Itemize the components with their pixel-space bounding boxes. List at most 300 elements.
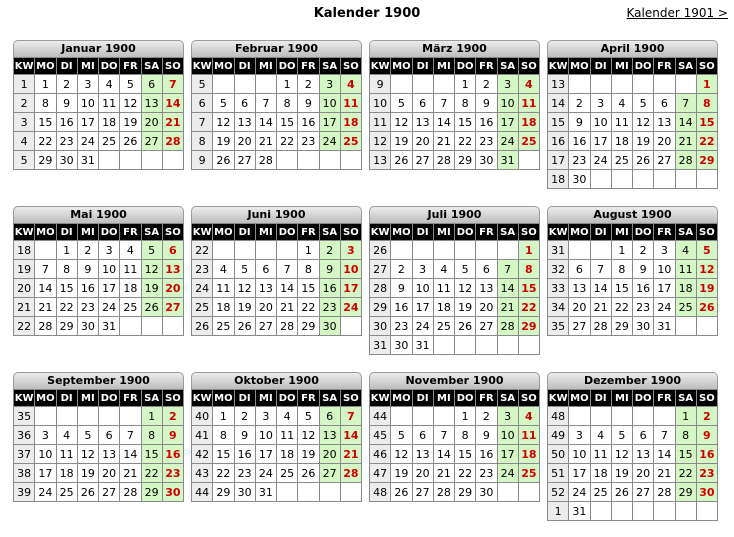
day-cell: 15 bbox=[611, 279, 632, 298]
week-number: 17 bbox=[548, 151, 569, 170]
day-cell: 1 bbox=[611, 241, 632, 260]
day-cell: 6 bbox=[476, 260, 497, 279]
day-cell: 5 bbox=[696, 241, 717, 260]
day-cell: 8 bbox=[518, 260, 539, 279]
day-cell: 28 bbox=[590, 317, 611, 336]
week-row bbox=[548, 113, 718, 132]
week-row bbox=[370, 298, 540, 317]
day-cell: 29 bbox=[141, 483, 162, 502]
week-number: 20 bbox=[14, 279, 35, 298]
day-cell: 6 bbox=[255, 260, 276, 279]
day-cell: 10 bbox=[340, 260, 361, 279]
day-cell: 16 bbox=[476, 113, 497, 132]
day-cell: 11 bbox=[675, 260, 696, 279]
day-cell bbox=[433, 241, 454, 260]
week-row bbox=[14, 151, 184, 170]
day-cell: 8 bbox=[675, 426, 696, 445]
day-cell: 3 bbox=[654, 241, 675, 260]
day-cell: 25 bbox=[518, 132, 539, 151]
day-cell: 7 bbox=[340, 407, 361, 426]
day-cell: 15 bbox=[696, 113, 717, 132]
month-calendar bbox=[369, 206, 540, 355]
weekday-header: MO bbox=[391, 58, 412, 75]
weekday-header: FR bbox=[476, 58, 497, 75]
month-table bbox=[547, 223, 718, 336]
weekday-header: SA bbox=[675, 390, 696, 407]
weekday-header: DO bbox=[99, 224, 120, 241]
weekday-header: DI bbox=[56, 390, 77, 407]
weekday-header: SA bbox=[141, 390, 162, 407]
week-number: 44 bbox=[370, 407, 391, 426]
day-cell bbox=[319, 151, 340, 170]
day-cell: 24 bbox=[497, 464, 518, 483]
weekday-header: DO bbox=[455, 58, 476, 75]
day-cell bbox=[590, 170, 611, 189]
weekday-header: MI bbox=[433, 224, 454, 241]
day-cell bbox=[234, 241, 255, 260]
day-cell: 28 bbox=[433, 151, 454, 170]
day-cell bbox=[391, 241, 412, 260]
day-cell: 27 bbox=[319, 464, 340, 483]
day-cell: 4 bbox=[277, 407, 298, 426]
weekday-header: FR bbox=[298, 224, 319, 241]
day-cell: 18 bbox=[433, 298, 454, 317]
weekday-header: MO bbox=[213, 390, 234, 407]
week-number: 22 bbox=[192, 241, 213, 260]
day-cell: 20 bbox=[255, 298, 276, 317]
day-cell: 17 bbox=[77, 113, 98, 132]
day-cell: 13 bbox=[319, 426, 340, 445]
weekday-header: SO bbox=[518, 224, 539, 241]
day-cell: 17 bbox=[340, 279, 361, 298]
day-cell: 25 bbox=[590, 483, 611, 502]
day-cell bbox=[213, 241, 234, 260]
day-cell: 14 bbox=[255, 113, 276, 132]
week-number: 22 bbox=[14, 317, 35, 336]
day-cell: 30 bbox=[234, 483, 255, 502]
weekday-header: SO bbox=[696, 58, 717, 75]
day-cell: 26 bbox=[455, 317, 476, 336]
week-row bbox=[370, 464, 540, 483]
day-cell: 22 bbox=[675, 464, 696, 483]
next-year-link[interactable]: Kalender 1901 > bbox=[626, 6, 728, 20]
day-cell: 13 bbox=[412, 445, 433, 464]
day-cell: 8 bbox=[455, 426, 476, 445]
day-cell: 2 bbox=[298, 75, 319, 94]
weekday-header: SO bbox=[162, 58, 183, 75]
week-number: 24 bbox=[192, 279, 213, 298]
month-table bbox=[191, 223, 362, 336]
day-cell: 5 bbox=[213, 94, 234, 113]
day-cell: 14 bbox=[675, 113, 696, 132]
weekday-header-row bbox=[370, 390, 540, 407]
month-calendar bbox=[547, 372, 718, 521]
day-cell: 27 bbox=[412, 483, 433, 502]
day-cell: 29 bbox=[611, 317, 632, 336]
day-cell: 26 bbox=[77, 483, 98, 502]
week-row bbox=[192, 445, 362, 464]
weekday-header: DO bbox=[455, 224, 476, 241]
day-cell: 13 bbox=[569, 279, 590, 298]
day-cell: 1 bbox=[213, 407, 234, 426]
week-number: 18 bbox=[14, 241, 35, 260]
day-cell: 10 bbox=[654, 260, 675, 279]
day-cell: 12 bbox=[120, 94, 141, 113]
day-cell bbox=[633, 170, 654, 189]
week-number: 1 bbox=[548, 502, 569, 521]
weekday-header: FR bbox=[298, 390, 319, 407]
weekday-header: KW bbox=[370, 58, 391, 75]
weekday-header: MI bbox=[77, 58, 98, 75]
day-cell: 17 bbox=[35, 464, 56, 483]
weekday-header: DO bbox=[99, 390, 120, 407]
day-cell: 29 bbox=[455, 483, 476, 502]
month-table bbox=[13, 57, 184, 170]
day-cell: 19 bbox=[391, 132, 412, 151]
day-cell: 4 bbox=[518, 75, 539, 94]
weekday-header: MI bbox=[255, 390, 276, 407]
day-cell: 6 bbox=[569, 260, 590, 279]
day-cell bbox=[56, 407, 77, 426]
week-row bbox=[548, 426, 718, 445]
weekday-header: SO bbox=[162, 390, 183, 407]
day-cell bbox=[391, 407, 412, 426]
day-cell: 10 bbox=[497, 94, 518, 113]
day-cell bbox=[611, 502, 632, 521]
weekday-header-row bbox=[370, 224, 540, 241]
day-cell: 28 bbox=[675, 151, 696, 170]
weekday-header-row bbox=[192, 224, 362, 241]
week-row bbox=[548, 445, 718, 464]
day-cell: 19 bbox=[141, 279, 162, 298]
day-cell: 1 bbox=[298, 241, 319, 260]
day-cell: 14 bbox=[433, 113, 454, 132]
day-cell: 27 bbox=[569, 317, 590, 336]
day-cell bbox=[497, 483, 518, 502]
day-cell: 3 bbox=[412, 260, 433, 279]
weekday-header: DO bbox=[277, 58, 298, 75]
day-cell: 29 bbox=[455, 151, 476, 170]
weekday-header: FR bbox=[120, 390, 141, 407]
day-cell: 7 bbox=[120, 426, 141, 445]
day-cell bbox=[611, 170, 632, 189]
day-cell bbox=[255, 241, 276, 260]
day-cell: 11 bbox=[590, 445, 611, 464]
week-row bbox=[548, 483, 718, 502]
day-cell: 5 bbox=[77, 426, 98, 445]
week-row bbox=[192, 426, 362, 445]
month-table bbox=[13, 223, 184, 336]
day-cell: 22 bbox=[277, 132, 298, 151]
day-cell: 24 bbox=[340, 298, 361, 317]
day-cell: 26 bbox=[120, 132, 141, 151]
week-number: 10 bbox=[370, 94, 391, 113]
day-cell: 26 bbox=[298, 464, 319, 483]
weekday-header-row bbox=[192, 58, 362, 75]
day-cell: 11 bbox=[56, 445, 77, 464]
day-cell: 14 bbox=[120, 445, 141, 464]
week-row bbox=[192, 407, 362, 426]
day-cell: 11 bbox=[120, 260, 141, 279]
weekday-header: FR bbox=[654, 58, 675, 75]
weekday-header: SA bbox=[497, 224, 518, 241]
day-cell: 22 bbox=[455, 464, 476, 483]
day-cell: 7 bbox=[675, 94, 696, 113]
day-cell: 10 bbox=[77, 94, 98, 113]
day-cell: 17 bbox=[497, 113, 518, 132]
day-cell: 2 bbox=[696, 407, 717, 426]
weekday-header: SO bbox=[696, 224, 717, 241]
day-cell: 17 bbox=[497, 445, 518, 464]
day-cell: 13 bbox=[162, 260, 183, 279]
day-cell: 13 bbox=[99, 445, 120, 464]
day-cell: 9 bbox=[569, 113, 590, 132]
day-cell: 25 bbox=[611, 151, 632, 170]
month-table bbox=[547, 389, 718, 521]
day-cell: 24 bbox=[497, 132, 518, 151]
week-row bbox=[192, 483, 362, 502]
day-cell: 21 bbox=[590, 298, 611, 317]
day-cell: 14 bbox=[497, 279, 518, 298]
day-cell: 16 bbox=[319, 279, 340, 298]
week-number: 18 bbox=[548, 170, 569, 189]
day-cell: 19 bbox=[696, 279, 717, 298]
day-cell: 24 bbox=[569, 483, 590, 502]
weekday-header: MI bbox=[611, 390, 632, 407]
day-cell: 22 bbox=[35, 132, 56, 151]
weekday-header: FR bbox=[476, 390, 497, 407]
weekday-header: KW bbox=[548, 390, 569, 407]
month-title: September 1900 bbox=[13, 372, 184, 389]
day-cell: 19 bbox=[391, 464, 412, 483]
week-number: 37 bbox=[14, 445, 35, 464]
weekday-header: FR bbox=[654, 390, 675, 407]
weekday-header: SO bbox=[518, 390, 539, 407]
day-cell: 9 bbox=[476, 426, 497, 445]
day-cell: 3 bbox=[497, 75, 518, 94]
day-cell: 18 bbox=[590, 464, 611, 483]
day-cell: 20 bbox=[162, 279, 183, 298]
weekday-header: FR bbox=[654, 224, 675, 241]
day-cell: 27 bbox=[412, 151, 433, 170]
day-cell: 5 bbox=[120, 75, 141, 94]
day-cell: 6 bbox=[633, 426, 654, 445]
day-cell: 21 bbox=[675, 132, 696, 151]
weekday-header: SA bbox=[675, 224, 696, 241]
week-row bbox=[370, 94, 540, 113]
day-cell: 2 bbox=[319, 241, 340, 260]
weekday-header: MI bbox=[611, 224, 632, 241]
day-cell: 19 bbox=[611, 464, 632, 483]
day-cell: 28 bbox=[654, 483, 675, 502]
weekday-header: SA bbox=[675, 58, 696, 75]
day-cell bbox=[476, 336, 497, 355]
day-cell: 28 bbox=[255, 151, 276, 170]
weekday-header: MO bbox=[213, 58, 234, 75]
day-cell: 21 bbox=[340, 445, 361, 464]
weekday-header: MO bbox=[391, 390, 412, 407]
day-cell: 15 bbox=[141, 445, 162, 464]
weekday-header: SO bbox=[518, 58, 539, 75]
day-cell: 24 bbox=[255, 464, 276, 483]
month-title: März 1900 bbox=[369, 40, 540, 57]
day-cell: 22 bbox=[56, 298, 77, 317]
weekday-header-row bbox=[548, 58, 718, 75]
day-cell: 19 bbox=[298, 445, 319, 464]
day-cell: 25 bbox=[433, 317, 454, 336]
week-row bbox=[14, 279, 184, 298]
week-number: 46 bbox=[370, 445, 391, 464]
day-cell: 28 bbox=[162, 132, 183, 151]
day-cell: 2 bbox=[56, 75, 77, 94]
day-cell: 24 bbox=[319, 132, 340, 151]
week-row bbox=[548, 407, 718, 426]
day-cell: 20 bbox=[569, 298, 590, 317]
day-cell: 7 bbox=[277, 260, 298, 279]
day-cell bbox=[590, 75, 611, 94]
day-cell: 10 bbox=[255, 426, 276, 445]
day-cell: 27 bbox=[141, 132, 162, 151]
day-cell bbox=[120, 317, 141, 336]
weekday-header: DI bbox=[234, 224, 255, 241]
week-number: 1 bbox=[14, 75, 35, 94]
day-cell: 27 bbox=[476, 317, 497, 336]
day-cell: 11 bbox=[518, 94, 539, 113]
day-cell: 18 bbox=[56, 464, 77, 483]
day-cell: 17 bbox=[569, 464, 590, 483]
week-number: 23 bbox=[192, 260, 213, 279]
day-cell: 21 bbox=[162, 113, 183, 132]
day-cell: 23 bbox=[234, 464, 255, 483]
week-row bbox=[192, 132, 362, 151]
day-cell: 30 bbox=[162, 483, 183, 502]
day-cell: 12 bbox=[234, 279, 255, 298]
day-cell: 30 bbox=[476, 483, 497, 502]
day-cell: 29 bbox=[56, 317, 77, 336]
day-cell: 4 bbox=[518, 407, 539, 426]
day-cell: 12 bbox=[298, 426, 319, 445]
day-cell: 27 bbox=[633, 483, 654, 502]
week-row bbox=[14, 483, 184, 502]
month-calendar bbox=[547, 206, 718, 336]
weekday-header: MO bbox=[35, 224, 56, 241]
day-cell: 11 bbox=[277, 426, 298, 445]
day-cell bbox=[340, 151, 361, 170]
day-cell: 29 bbox=[35, 151, 56, 170]
weekday-header: KW bbox=[370, 224, 391, 241]
day-cell: 11 bbox=[213, 279, 234, 298]
week-number: 30 bbox=[370, 317, 391, 336]
day-cell bbox=[590, 407, 611, 426]
day-cell: 5 bbox=[391, 426, 412, 445]
day-cell: 16 bbox=[476, 445, 497, 464]
day-cell: 18 bbox=[277, 445, 298, 464]
day-cell: 23 bbox=[476, 132, 497, 151]
week-number: 34 bbox=[548, 298, 569, 317]
day-cell: 29 bbox=[696, 151, 717, 170]
day-cell: 22 bbox=[696, 132, 717, 151]
day-cell: 2 bbox=[391, 260, 412, 279]
day-cell bbox=[654, 75, 675, 94]
weekday-header-row bbox=[14, 58, 184, 75]
weekday-header: MI bbox=[433, 58, 454, 75]
weekday-header: MI bbox=[433, 390, 454, 407]
day-cell: 9 bbox=[476, 94, 497, 113]
day-cell: 12 bbox=[455, 279, 476, 298]
day-cell bbox=[497, 336, 518, 355]
day-cell: 4 bbox=[611, 94, 632, 113]
day-cell: 10 bbox=[99, 260, 120, 279]
week-row bbox=[370, 241, 540, 260]
day-cell bbox=[455, 241, 476, 260]
day-cell: 9 bbox=[391, 279, 412, 298]
weekday-header: MO bbox=[569, 390, 590, 407]
day-cell: 23 bbox=[391, 317, 412, 336]
day-cell: 5 bbox=[141, 241, 162, 260]
weekday-header: MO bbox=[569, 224, 590, 241]
month-table bbox=[547, 57, 718, 189]
month-calendar bbox=[547, 40, 718, 189]
day-cell bbox=[77, 407, 98, 426]
day-cell: 23 bbox=[77, 298, 98, 317]
day-cell: 7 bbox=[35, 260, 56, 279]
weekday-header: MO bbox=[391, 224, 412, 241]
day-cell: 9 bbox=[696, 426, 717, 445]
day-cell: 5 bbox=[455, 260, 476, 279]
day-cell bbox=[412, 241, 433, 260]
day-cell: 21 bbox=[35, 298, 56, 317]
day-cell: 28 bbox=[35, 317, 56, 336]
day-cell: 15 bbox=[455, 445, 476, 464]
day-cell: 31 bbox=[412, 336, 433, 355]
weekday-header-row bbox=[192, 390, 362, 407]
weekday-header: DI bbox=[412, 390, 433, 407]
day-cell: 17 bbox=[590, 132, 611, 151]
day-cell: 12 bbox=[611, 445, 632, 464]
day-cell: 28 bbox=[277, 317, 298, 336]
day-cell bbox=[319, 483, 340, 502]
day-cell: 3 bbox=[497, 407, 518, 426]
day-cell: 26 bbox=[633, 151, 654, 170]
day-cell: 14 bbox=[433, 445, 454, 464]
day-cell: 22 bbox=[213, 464, 234, 483]
day-cell: 13 bbox=[412, 113, 433, 132]
week-number: 3 bbox=[14, 113, 35, 132]
month-table bbox=[191, 389, 362, 502]
day-cell: 31 bbox=[569, 502, 590, 521]
day-cell: 19 bbox=[234, 298, 255, 317]
day-cell: 8 bbox=[455, 94, 476, 113]
weekday-header: KW bbox=[192, 58, 213, 75]
day-cell: 18 bbox=[99, 113, 120, 132]
weekday-header: KW bbox=[192, 224, 213, 241]
day-cell: 6 bbox=[99, 426, 120, 445]
week-number: 29 bbox=[370, 298, 391, 317]
day-cell: 23 bbox=[696, 464, 717, 483]
day-cell: 8 bbox=[141, 426, 162, 445]
day-cell bbox=[340, 483, 361, 502]
day-cell: 7 bbox=[433, 94, 454, 113]
week-row bbox=[192, 94, 362, 113]
day-cell: 1 bbox=[277, 75, 298, 94]
day-cell: 7 bbox=[497, 260, 518, 279]
day-cell bbox=[433, 336, 454, 355]
week-row bbox=[14, 94, 184, 113]
weekday-header: SA bbox=[141, 58, 162, 75]
day-cell: 12 bbox=[77, 445, 98, 464]
day-cell: 22 bbox=[611, 298, 632, 317]
day-cell: 23 bbox=[162, 464, 183, 483]
